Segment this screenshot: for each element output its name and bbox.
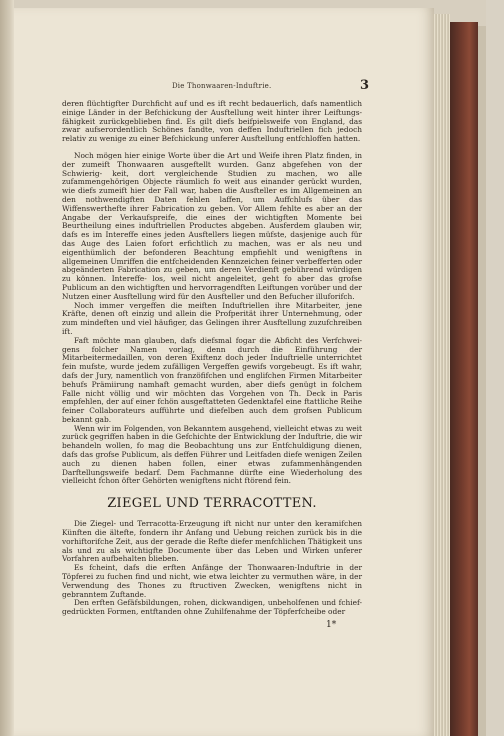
signature-mark: 1* (326, 620, 337, 630)
section-heading: ZIEGEL UND TERRACOTTEN. (107, 496, 317, 512)
paragraph: Noch immer vergeffen die meiften Induftriellen ihre Mitarbeiter, jene Kräfte, denen oft einzig und allein die Profperität ihrer Unternehmung, oder zum mindeften und viel häufiger, das Gelingen ihrer Ausftellung zuzufchreiben ift. (62, 300, 362, 336)
paragraph: Die Ziegel- und Terracotta-Erzeugung ift nicht nur unter den keramifchen Künften die ältefte, fondern ihr Anfang und Uebung reichen zurück bis in die vorhiftorifche Zeit, aus der gerade die Refte diefer menfchlichen Thätigkeit uns als und zu als wichtigfte Documente über das Leben und Wirken unferer Vorfahren aufbehalten blieben. (62, 519, 362, 564)
paragraph: Es fcheint, dafs die erften Anfänge der Thonwaaren-Induftrie in der Töpferei zu fuchen find und nicht, wie etwa leichter zu vermuthen wäre, in der Verwendung des Thones zu ftructiven Zwecken, wenigftens nicht in gebranntem Zuftande. (62, 563, 362, 599)
background-surface (486, 0, 504, 736)
page-stack-edge (434, 14, 450, 736)
body-text (62, 100, 362, 617)
paragraph: Den erften Gefäfsbildungen, rohen, dickwandigen, unbeholfenen und fchief- gedrückten Formen, entftanden ohne Zuhilfenahme der Töpferfcheibe oder (62, 598, 362, 617)
paragraph: Wenn wir im Folgenden, von Bekanntem ausgehend, vielleicht etwas zu weit zurück gegriffen haben in die Gefchichte der Entwicklung der Induftrie, die wir behandeln wollen, fo mag die Beobachtung uns zur Entfchuldigung dienen, dafs das grofse Publicum, als deffen Führer und Leitfaden diefe wenigen Zeilen auch zu dienen haben follen, einer etwas zufammenhängenden Darftellungsweife bedarf. Dem Fachmanne dürfte eine Wiederholung des vielleicht fchon öfter Gehörten wenigftens nicht ftörend fein. (62, 423, 362, 486)
paragraph: deren flüchtigfter Durchficht auf und es ift recht bedauerlich, dafs namentlich einige Länder in der Befchickung der Ausftellung weit hinter ihrer Leiftungs- fähigkeit zurückgeblieben find. Es gilt diefs beifpielsweife von England, das zwar aufserordentlich Schönes fandte, von deffen Induftriellen fich jedoch relativ zu wenige zu einer Befchickung unferer Ausftellung entfchloffen hatten. (62, 99, 362, 144)
running-head: Die Thonwaaren-Induftrie. (172, 82, 272, 90)
book-cover-edge (450, 22, 478, 736)
book-gutter-shadow (0, 0, 14, 736)
paragraph: Faft möchte man glauben, dafs diefsmal fogar die Abficht des Verfchwei- gens folcher Namen vorlag, denn durch die Einführung der Mitarbeitermedaillen, von deren Exiftenz doch jeder Induftrielle unterrichtet fein mufste, wurde jedem zufälligen Vergeffen gewifs vorgebeugt. Es ift wahr, dafs der Jury, namentlich von franzöfifchen und englifchen Firmen Mitarbeiter behufs Prämiirung namhaft gemacht wurden, aber diefs genügt in folchem Falle nicht völlig und wir möchten das Vorgehen von Th. Deck in Paris empfehlen, der auf einer fchön ausgeftatteten Gedenktafel eine ftattliche Reihe feiner Collaborateurs aufführte und diefelben auch dem grofsen Publicum bekannt gab. (62, 335, 362, 424)
page-number: 3 (360, 78, 370, 93)
paragraph: Noch mögen hier einige Worte über die Art und Weife ihren Platz finden, in der zumeift Thonwaaren ausgeftellt wurden. Ganz abgefehen von der Schwierig- keit, dort vergleichende Studien zu machen, wo alle zufammengehörigen Objecte räumlich fo weit aus einander gerückt wurden, wie diefs zumeift hier der Fall war, haben die Ausfteller es im Allgemeinen an den nothwendigften Daten fehlen laffen, um Auffchlufs über das Wiffenswerthefte ihrer Fabrication zu geben. Vor Allem fehlte es aber an der Angabe der Verkaufspreife, die eines der wichtigften Momente bei Beurtheilung eines induftriellen Productes abgeben. Ausferdem glauben wir, dafs es im Intereffe eines jeden Ausftellers liegen müfste, dasjenige auch für das Auge des Laien fofort erfichtlich zu machen, was er als neu und eigenthümlich der befonderen Beachtung empfiehlt und wenigftens in allgemeinen Umriffen die entfcheidenden Kennzeichen feiner verbefferten oder abgeänderten Fabrication zu geben, um deren Verdienft gebührend würdigen zu können. Intereffe- los, weil nicht angeleitet, geht fo aber das grofse Publicum an den wichtigften und hervorragendften Leiftungen vorüber und der Nutzen einer Ausftellung wird für den Ausfteller und den Befucher illuforifch. (62, 150, 362, 301)
cover-page-edge (478, 26, 486, 736)
